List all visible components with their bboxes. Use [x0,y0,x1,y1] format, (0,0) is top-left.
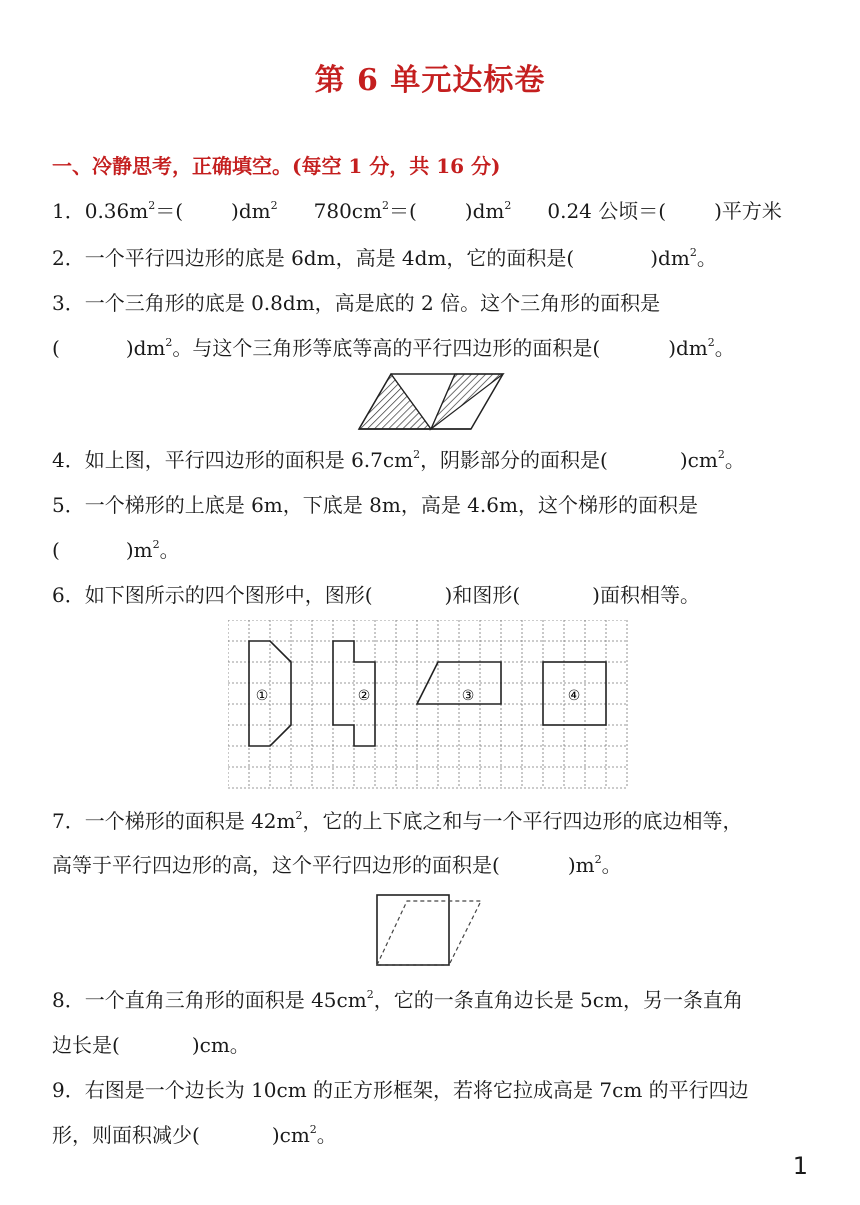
q8-end: )cm。 [191,1033,250,1057]
q7-line2: 高等于平行四边形的高，这个平行四边形的面积是( [52,853,500,877]
sup: 2 [366,988,374,1001]
q2-unit: )dm [650,246,690,270]
q6-text: 6．如下图所示的四个图形中，图形( [52,583,373,607]
q1-part-a-eq: ＝( [155,199,184,223]
sup: 2 [594,853,602,866]
q1-part-b-eq: ＝( [388,199,417,223]
question-4 [52,445,745,475]
sup: 2 [309,1123,317,1136]
sup: 2 [717,448,725,461]
sup: 2 [381,199,389,212]
question-5-line-2 [52,535,180,565]
q8-line2: 边长是( [52,1033,120,1057]
shape-3-label: ③ [461,688,475,704]
q1-part-a: 1．0.36m [52,199,149,223]
q1-part-c: 0.24 公顷＝( [547,199,667,223]
q5-open: ( [52,538,60,562]
q9-end: 。 [316,1123,337,1147]
q9-unit: )cm [271,1123,310,1147]
shape-1-label: ① [255,688,269,704]
sup: 2 [707,336,715,349]
grid-shapes-figure [228,620,630,790]
q3-open: ( [52,336,60,360]
question-3-line-2 [52,333,735,363]
q4-unit: )cm [679,448,718,472]
q4-end: 。 [724,448,745,472]
question-1 [52,196,782,226]
q3-end: 。 [714,336,735,360]
q3-mid: 。与这个三角形等底等高的平行四边形的面积是( [172,336,601,360]
question-6 [52,580,700,610]
q4-text: 4．如上图，平行四边形的面积是 6.7cm [52,448,414,472]
q9-line2: 形，则面积减少( [52,1123,200,1147]
parallelogram-shaded-figure [355,370,507,432]
question-8-line-1 [52,985,743,1015]
q1-part-b-unit: )dm [464,199,505,223]
sup: 2 [165,336,173,349]
q7-end: 。 [601,853,622,877]
shape-2-label: ② [357,688,371,704]
q3-unit-2: )dm [668,336,708,360]
q2-end: 。 [696,246,717,270]
sup: 2 [270,199,278,212]
question-7-line-2 [52,850,622,880]
q4-mid: ，阴影部分的面积是( [420,448,608,472]
page-title: 第 6 单元达标卷 [314,63,546,98]
sup: 2 [413,448,421,461]
question-2 [52,243,717,273]
q1-part-c-unit: )平方米 [714,199,782,223]
sup: 2 [148,199,156,212]
q7-unit: )m [567,853,595,877]
square-frame-figure [374,892,484,968]
q7-line1-b: ，它的上下底之和与一个平行四边形的底边相等， [302,809,743,833]
q6-mid: )和图形( [444,583,521,607]
question-5-line-1: 5．一个梯形的上底是 6m，下底是 8m，高是 4.6m，这个梯形的面积是 [52,493,698,517]
sup: 2 [689,246,697,259]
q5-end: 。 [159,538,180,562]
question-9-line-1: 9．右图是一个边长为 10cm 的正方形框架，若将它拉成高是 7cm 的平行四边 [52,1078,749,1102]
page-number: 1 [792,1152,808,1180]
q7-line1-a: 7．一个梯形的面积是 42m [52,809,296,833]
question-9-line-2 [52,1120,337,1150]
question-7-line-1 [52,806,743,836]
sup: 2 [295,809,303,822]
sup: 2 [152,538,160,551]
q6-end: )面积相等。 [592,583,700,607]
question-3-line-1: 3．一个三角形的底是 0.8dm，高是底的 2 倍。这个三角形的面积是 [52,291,661,315]
question-8-line-2 [52,1030,250,1060]
q8-line1-a: 8．一个直角三角形的面积是 45cm [52,988,367,1012]
shape-4-label: ④ [567,688,581,704]
q1-part-b: 780cm [313,199,382,223]
q1-part-a-unit: )dm [231,199,271,223]
q5-unit: )m [125,538,153,562]
q8-line1-b: ，它的一条直角边长是 5cm，另一条直角 [373,988,743,1012]
section-heading-fill-in: 一、冷静思考，正确填空。(每空 1 分，共 16 分) [52,154,501,178]
q2-text: 2．一个平行四边形的底是 6dm，高是 4dm，它的面积是( [52,246,575,270]
q3-unit-1: )dm [125,336,166,360]
sup: 2 [504,199,512,212]
